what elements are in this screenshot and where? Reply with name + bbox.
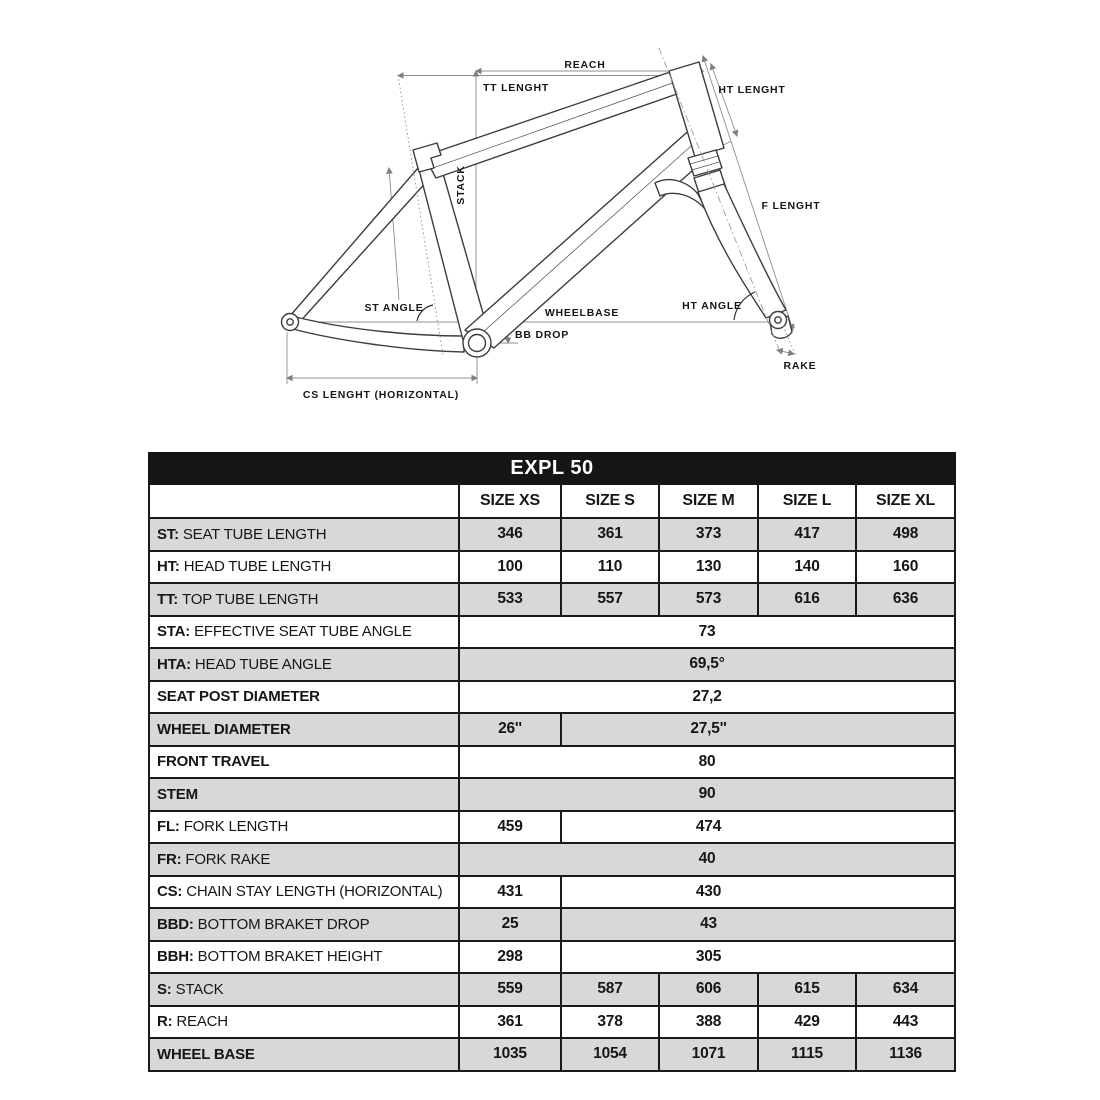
value-cell: 100 xyxy=(459,551,561,584)
col-header-size-m: SIZE M xyxy=(659,484,758,518)
spec-row-16 xyxy=(149,1038,955,1071)
label-tt-length: TT LENGHT xyxy=(482,82,550,94)
value-cell: 73 xyxy=(459,616,955,649)
row-label: SEAT POST DIAMETER xyxy=(149,681,459,714)
value-cell: 1071 xyxy=(659,1038,758,1071)
value-cell: 27,5'' xyxy=(561,713,955,746)
spec-row-2 xyxy=(149,583,955,616)
spec-row-15 xyxy=(149,1006,955,1039)
value-cell: 636 xyxy=(856,583,955,616)
spec-row-11 xyxy=(149,876,955,909)
value-cell: 1115 xyxy=(758,1038,856,1071)
value-cell: 130 xyxy=(659,551,758,584)
bike-frame-drawing xyxy=(282,62,793,357)
value-cell: 587 xyxy=(561,973,659,1006)
value-cell: 498 xyxy=(856,518,955,551)
value-cell: 557 xyxy=(561,583,659,616)
row-abbr: HT: xyxy=(157,558,184,576)
row-abbr: CS: xyxy=(157,883,187,901)
spec-row-8 xyxy=(149,778,955,811)
label-stack: STACK xyxy=(455,165,467,205)
value-cell: 430 xyxy=(561,876,955,909)
value-cell: 573 xyxy=(659,583,758,616)
row-label: CS: CHAIN STAY LENGTH (HORIZONTAL) xyxy=(149,876,459,909)
spec-row-12 xyxy=(149,908,955,941)
spec-table-body xyxy=(149,518,955,1071)
value-cell: 615 xyxy=(758,973,856,1006)
spec-row-6 xyxy=(149,713,955,746)
value-cell: 25 xyxy=(459,908,561,941)
row-abbr: STA: xyxy=(157,623,195,641)
value-cell: 373 xyxy=(659,518,758,551)
col-header-size-xl: SIZE XL xyxy=(856,484,955,518)
row-abbr: BBH: xyxy=(157,948,198,966)
value-cell: 298 xyxy=(459,941,561,974)
value-cell: 346 xyxy=(459,518,561,551)
value-cell: 634 xyxy=(856,973,955,1006)
spec-row-1 xyxy=(149,551,955,584)
value-cell: 361 xyxy=(459,1006,561,1039)
row-abbr: BBD: xyxy=(157,915,198,933)
value-cell: 616 xyxy=(758,583,856,616)
value-cell: 43 xyxy=(561,908,955,941)
row-abbr: TT: xyxy=(157,590,183,608)
spec-row-3 xyxy=(149,616,955,649)
value-cell: 388 xyxy=(659,1006,758,1039)
value-cell: 160 xyxy=(856,551,955,584)
value-cell: 459 xyxy=(459,811,561,844)
value-cell: 429 xyxy=(758,1006,856,1039)
table-title: EXPL 50 xyxy=(149,453,955,484)
col-header-size-s: SIZE S xyxy=(561,484,659,518)
spec-row-7 xyxy=(149,746,955,779)
value-cell: 80 xyxy=(459,746,955,779)
value-cell: 90 xyxy=(459,778,955,811)
row-abbr: R: xyxy=(157,1013,177,1031)
row-label: BBD: BOTTOM BRAKET DROP xyxy=(149,908,459,941)
label-bb-drop: BB DROP xyxy=(514,329,570,341)
value-cell: 40 xyxy=(459,843,955,876)
spec-row-0 xyxy=(149,518,955,551)
value-cell: 1054 xyxy=(561,1038,659,1071)
spec-table-section xyxy=(148,452,954,1072)
spec-row-5 xyxy=(149,681,955,714)
row-label: FL: FORK LENGTH xyxy=(149,811,459,844)
value-cell: 431 xyxy=(459,876,561,909)
row-abbr: FR: xyxy=(157,850,186,868)
row-label: ST: SEAT TUBE LENGTH xyxy=(149,518,459,551)
value-cell: 1035 xyxy=(459,1038,561,1071)
value-cell: 474 xyxy=(561,811,955,844)
value-cell: 69,5° xyxy=(459,648,955,681)
value-cell: 533 xyxy=(459,583,561,616)
col-header-size-xs: SIZE XS xyxy=(459,484,561,518)
row-label: STEM xyxy=(149,778,459,811)
value-cell: 378 xyxy=(561,1006,659,1039)
size-header-row xyxy=(149,484,955,518)
row-label: FR: FORK RAKE xyxy=(149,843,459,876)
spec-row-4 xyxy=(149,648,955,681)
row-label: STA: EFFECTIVE SEAT TUBE ANGLE xyxy=(149,616,459,649)
label-column-header xyxy=(149,484,459,518)
row-label: BBH: BOTTOM BRAKET HEIGHT xyxy=(149,941,459,974)
value-cell: 140 xyxy=(758,551,856,584)
label-ht-angle: HT ANGLE xyxy=(682,300,742,312)
row-label: R: REACH xyxy=(149,1006,459,1039)
geometry-spec-table xyxy=(148,452,956,1072)
row-label: TT: TOP TUBE LENGTH xyxy=(149,583,459,616)
row-label: HT: HEAD TUBE LENGTH xyxy=(149,551,459,584)
label-cs-length: CS LENGHT (HORIZONTAL) xyxy=(302,389,460,401)
label-ht-length: HT LENGHT xyxy=(718,84,786,96)
row-label: WHEEL DIAMETER xyxy=(149,713,459,746)
spec-row-10 xyxy=(149,843,955,876)
row-label: WHEEL BASE xyxy=(149,1038,459,1071)
spec-row-13 xyxy=(149,941,955,974)
label-f-length: F LENGHT xyxy=(761,200,821,212)
value-cell: 1136 xyxy=(856,1038,955,1071)
table-title-row xyxy=(149,453,955,484)
value-cell: 361 xyxy=(561,518,659,551)
row-abbr: HTA: xyxy=(157,655,195,673)
col-header-size-l: SIZE L xyxy=(758,484,856,518)
spec-row-9 xyxy=(149,811,955,844)
value-cell: 606 xyxy=(659,973,758,1006)
value-cell: 443 xyxy=(856,1006,955,1039)
row-abbr: ST: xyxy=(157,525,183,543)
spec-row-14 xyxy=(149,973,955,1006)
label-reach: REACH xyxy=(564,59,606,71)
bike-geometry-diagram xyxy=(250,30,850,430)
value-cell: 26'' xyxy=(459,713,561,746)
row-label: HTA: HEAD TUBE ANGLE xyxy=(149,648,459,681)
value-cell: 305 xyxy=(561,941,955,974)
row-abbr: S: xyxy=(157,980,176,998)
value-cell: 559 xyxy=(459,973,561,1006)
label-wheelbase: WHEELBASE xyxy=(544,307,620,319)
row-abbr: FL: xyxy=(157,818,184,836)
value-cell: 110 xyxy=(561,551,659,584)
value-cell: 417 xyxy=(758,518,856,551)
label-st-angle: ST ANGLE xyxy=(364,302,424,314)
row-label: S: STACK xyxy=(149,973,459,1006)
row-label: FRONT TRAVEL xyxy=(149,746,459,779)
label-rake: RAKE xyxy=(783,360,817,372)
value-cell: 27,2 xyxy=(459,681,955,714)
